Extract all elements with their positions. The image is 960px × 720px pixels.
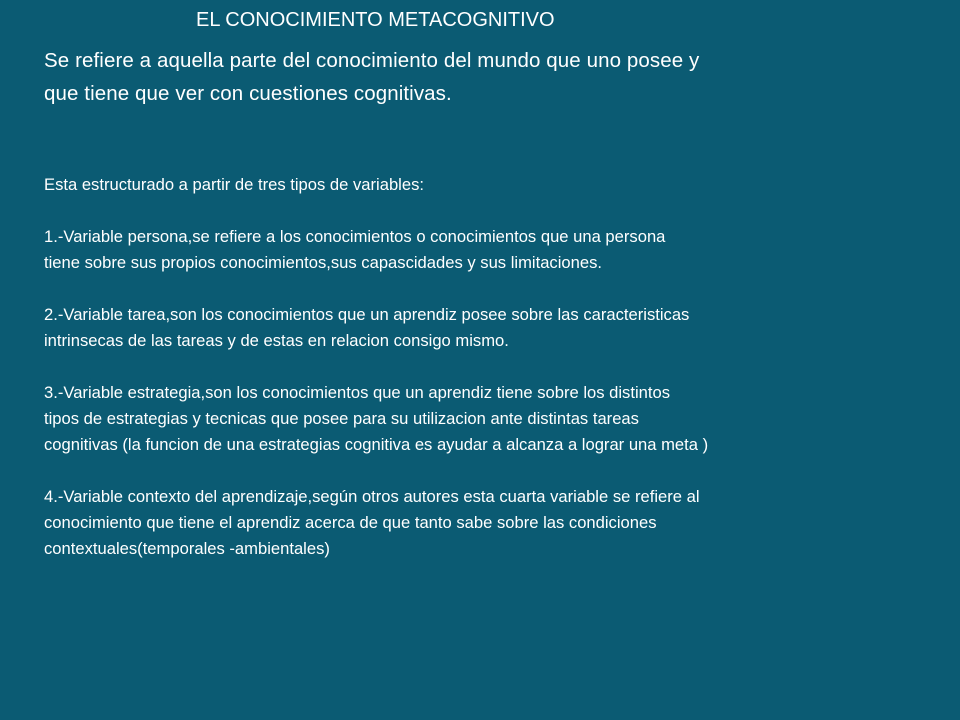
lead-paragraph: [44, 172, 944, 198]
variable-estrategia-paragraph: [44, 380, 944, 458]
variable-tarea-paragraph: [44, 302, 944, 354]
slide-title: EL CONOCIMIENTO METACOGNITIVO: [196, 9, 555, 31]
variable-contexto-paragraph: [44, 484, 944, 562]
paragraph-line: tiene sobre sus propios conocimientos,sus capascidades y sus limitaciones.: [44, 253, 603, 272]
intro-text: [44, 44, 944, 110]
paragraph-line: 3.-Variable estrategia,son los conocimientos que un aprendiz tiene sobre los distintos: [44, 383, 671, 402]
paragraph-line: 1.-Variable persona,se refiere a los conocimientos o conocimientos que una persona: [44, 227, 666, 246]
body-text: [44, 172, 944, 588]
variable-persona-paragraph: [44, 224, 944, 276]
paragraph-line: 4.-Variable contexto del aprendizaje,según otros autores esta cuarta variable se refiere al: [44, 487, 700, 506]
paragraph-line: conocimiento que tiene el aprendiz acerca de que tanto sabe sobre las condiciones: [44, 513, 657, 532]
paragraph-line: 2.-Variable tarea,son los conocimientos que un aprendiz posee sobre las caracteristicas: [44, 305, 690, 324]
lead-line: Esta estructurado a partir de tres tipos de variables:: [44, 175, 425, 194]
paragraph-line: intrinsecas de las tareas y de estas en relacion consigo mismo.: [44, 331, 509, 350]
intro-line: Se refiere a aquella parte del conocimiento del mundo que uno posee y: [44, 49, 700, 72]
paragraph-line: contextuales(temporales -ambientales): [44, 539, 330, 558]
intro-line: que tiene que ver con cuestiones cognitivas.: [44, 82, 452, 105]
paragraph-line: cognitivas (la funcion de una estrategias cognitiva es ayudar a alcanza a lograr una meta ): [44, 435, 709, 454]
paragraph-line: tipos de estrategias y tecnicas que posee para su utilizacion ante distintas tareas: [44, 409, 639, 428]
